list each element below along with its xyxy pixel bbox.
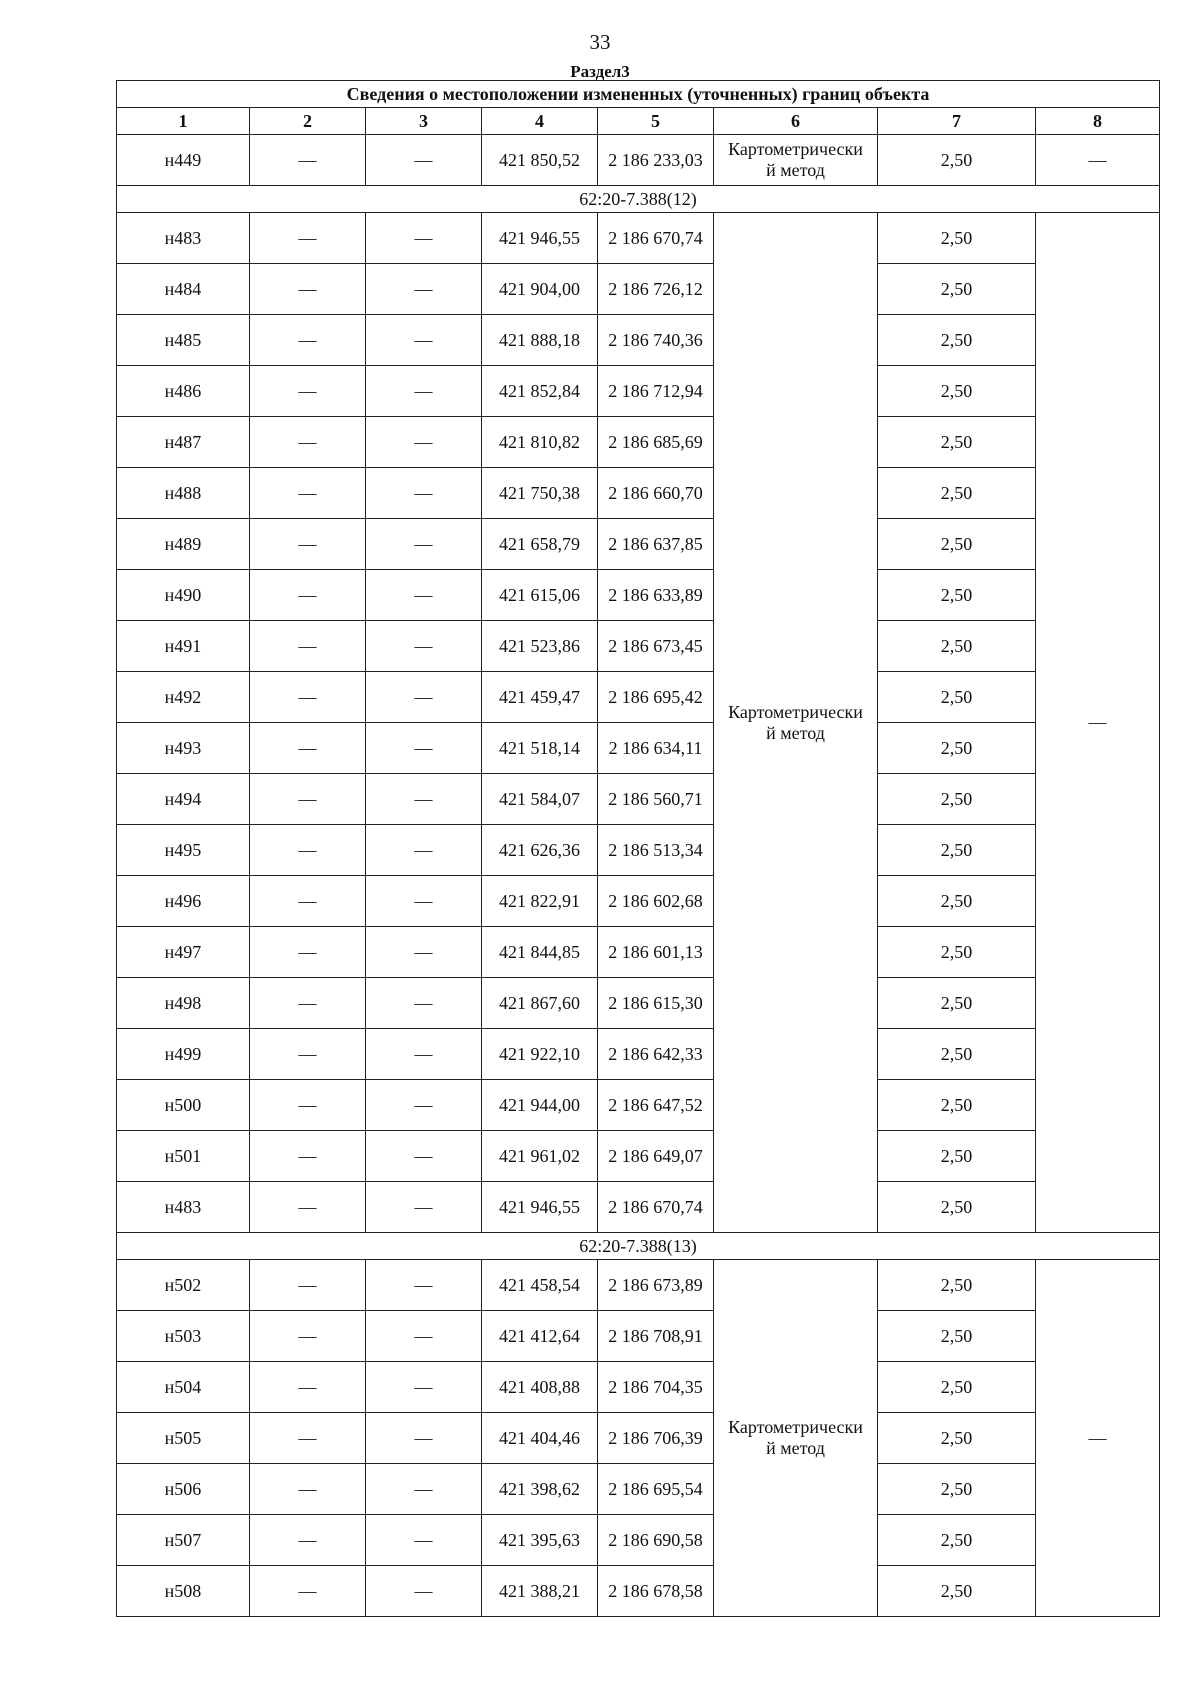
point-name: н490	[117, 570, 250, 621]
accuracy-value: 2,50	[878, 1464, 1036, 1515]
x-coordinate: 421 888,18	[482, 315, 598, 366]
point-name: н499	[117, 1029, 250, 1080]
dash-cell: —	[366, 927, 482, 978]
accuracy-value: 2,50	[878, 774, 1036, 825]
table-row	[117, 1464, 1160, 1515]
dash-cell: —	[250, 672, 366, 723]
table-row	[117, 1029, 1160, 1080]
column-header: 7	[878, 108, 1036, 135]
dash-cell: —	[250, 1515, 366, 1566]
y-coordinate: 2 186 602,68	[598, 876, 714, 927]
dash-cell: —	[250, 978, 366, 1029]
dash-cell: —	[250, 1566, 366, 1617]
table-title: Сведения о местоположении измененных (уточненных) границ объекта	[117, 81, 1160, 108]
accuracy-value: 2,50	[878, 1515, 1036, 1566]
dash-cell: —	[250, 366, 366, 417]
table-row	[117, 621, 1160, 672]
y-coordinate: 2 186 634,11	[598, 723, 714, 774]
point-name: н483	[117, 1182, 250, 1233]
accuracy-value: 2,50	[878, 1311, 1036, 1362]
point-name: н501	[117, 1131, 250, 1182]
x-coordinate: 421 852,84	[482, 366, 598, 417]
table-row	[117, 825, 1160, 876]
x-coordinate: 421 404,46	[482, 1413, 598, 1464]
table-row	[117, 876, 1160, 927]
x-coordinate: 421 822,91	[482, 876, 598, 927]
column-header: 3	[366, 108, 482, 135]
table-row	[117, 468, 1160, 519]
dash-cell: —	[366, 621, 482, 672]
dash-cell: —	[366, 366, 482, 417]
y-coordinate: 2 186 740,36	[598, 315, 714, 366]
table-row	[117, 570, 1160, 621]
dash-cell: —	[250, 417, 366, 468]
x-coordinate: 421 459,47	[482, 672, 598, 723]
dash-cell: —	[366, 825, 482, 876]
point-name: н494	[117, 774, 250, 825]
method-line: Картометрически	[728, 701, 863, 722]
point-name: н498	[117, 978, 250, 1029]
point-name: н497	[117, 927, 250, 978]
point-name: н503	[117, 1311, 250, 1362]
y-coordinate: 2 186 708,91	[598, 1311, 714, 1362]
y-coordinate: 2 186 678,58	[598, 1566, 714, 1617]
table-row	[117, 1080, 1160, 1131]
table-row	[117, 135, 1160, 186]
dash-cell: —	[250, 1362, 366, 1413]
dash-cell: —	[250, 774, 366, 825]
dash-cell: —	[366, 774, 482, 825]
dash-cell: —	[250, 1029, 366, 1080]
accuracy-value: 2,50	[878, 264, 1036, 315]
table-row	[117, 417, 1160, 468]
table-row	[117, 723, 1160, 774]
table-row	[117, 1131, 1160, 1182]
column-header: 1	[117, 108, 250, 135]
accuracy-value: 2,50	[878, 315, 1036, 366]
y-coordinate: 2 186 706,39	[598, 1413, 714, 1464]
accuracy-value: 2,50	[878, 1362, 1036, 1413]
point-name: н502	[117, 1260, 250, 1311]
x-coordinate: 421 523,86	[482, 621, 598, 672]
point-name: н495	[117, 825, 250, 876]
column-header: 8	[1036, 108, 1160, 135]
table-title-row	[117, 81, 1160, 108]
dash-cell: —	[366, 1260, 482, 1311]
dash-cell: —	[250, 519, 366, 570]
dash-cell: —	[250, 927, 366, 978]
accuracy-value: 2,50	[878, 672, 1036, 723]
x-coordinate: 421 584,07	[482, 774, 598, 825]
table-row	[117, 1515, 1160, 1566]
method-line: й метод	[766, 1438, 825, 1458]
dash-cell: —	[1036, 1260, 1160, 1617]
x-coordinate: 421 750,38	[482, 468, 598, 519]
dash-cell: —	[366, 1080, 482, 1131]
y-coordinate: 2 186 601,13	[598, 927, 714, 978]
point-name: н486	[117, 366, 250, 417]
accuracy-value: 2,50	[878, 519, 1036, 570]
x-coordinate: 421 398,62	[482, 1464, 598, 1515]
point-name: н488	[117, 468, 250, 519]
method-cell	[714, 213, 878, 1233]
table-row	[117, 264, 1160, 315]
x-coordinate: 421 626,36	[482, 825, 598, 876]
x-coordinate: 421 844,85	[482, 927, 598, 978]
point-name: н496	[117, 876, 250, 927]
accuracy-value: 2,50	[878, 621, 1036, 672]
dash-cell: —	[250, 213, 366, 264]
dash-cell: —	[366, 876, 482, 927]
x-coordinate: 421 458,54	[482, 1260, 598, 1311]
point-name: н500	[117, 1080, 250, 1131]
dash-cell: —	[250, 1311, 366, 1362]
accuracy-value: 2,50	[878, 1413, 1036, 1464]
point-name: н508	[117, 1566, 250, 1617]
x-coordinate: 421 946,55	[482, 213, 598, 264]
table-row	[117, 213, 1160, 264]
dash-cell: —	[250, 1080, 366, 1131]
table-row	[117, 774, 1160, 825]
dash-cell: —	[366, 1182, 482, 1233]
dash-cell: —	[366, 1413, 482, 1464]
x-coordinate: 421 388,21	[482, 1566, 598, 1617]
accuracy-value: 2,50	[878, 1131, 1036, 1182]
table-row	[117, 978, 1160, 1029]
x-coordinate: 421 395,63	[482, 1515, 598, 1566]
method-line: й метод	[766, 160, 825, 180]
accuracy-value: 2,50	[878, 135, 1036, 186]
group-label: 62:20-7.388(12)	[117, 186, 1160, 213]
table-row	[117, 1182, 1160, 1233]
point-name: н504	[117, 1362, 250, 1413]
group-row	[117, 186, 1160, 213]
accuracy-value: 2,50	[878, 1029, 1036, 1080]
table-row	[117, 1362, 1160, 1413]
accuracy-value: 2,50	[878, 927, 1036, 978]
dash-cell: —	[366, 978, 482, 1029]
table-row	[117, 519, 1160, 570]
point-name: н484	[117, 264, 250, 315]
y-coordinate: 2 186 649,07	[598, 1131, 714, 1182]
dash-cell: —	[366, 213, 482, 264]
y-coordinate: 2 186 637,85	[598, 519, 714, 570]
method-cell	[714, 1260, 878, 1617]
dash-cell: —	[250, 135, 366, 186]
coordinates-table	[116, 80, 1160, 1617]
y-coordinate: 2 186 633,89	[598, 570, 714, 621]
dash-cell: —	[366, 519, 482, 570]
y-coordinate: 2 186 233,03	[598, 135, 714, 186]
y-coordinate: 2 186 647,52	[598, 1080, 714, 1131]
x-coordinate: 421 904,00	[482, 264, 598, 315]
point-name: н493	[117, 723, 250, 774]
page-number: 33	[589, 30, 611, 54]
dash-cell: —	[250, 825, 366, 876]
dash-cell: —	[366, 570, 482, 621]
dash-cell: —	[366, 672, 482, 723]
point-name: н485	[117, 315, 250, 366]
group-label: 62:20-7.388(13)	[117, 1233, 1160, 1260]
table-row	[117, 315, 1160, 366]
x-coordinate: 421 518,14	[482, 723, 598, 774]
column-header: 6	[714, 108, 878, 135]
dash-cell: —	[250, 570, 366, 621]
point-name: н507	[117, 1515, 250, 1566]
dash-cell: —	[366, 1464, 482, 1515]
dash-cell: —	[366, 1311, 482, 1362]
point-name: н487	[117, 417, 250, 468]
dash-cell: —	[366, 417, 482, 468]
point-name: н505	[117, 1413, 250, 1464]
accuracy-value: 2,50	[878, 723, 1036, 774]
section-label: Раздел3	[570, 62, 630, 81]
accuracy-value: 2,50	[878, 570, 1036, 621]
dash-cell: —	[366, 723, 482, 774]
y-coordinate: 2 186 685,69	[598, 417, 714, 468]
dash-cell: —	[366, 1029, 482, 1080]
dash-cell: —	[250, 876, 366, 927]
dash-cell: —	[250, 1182, 366, 1233]
dash-cell: —	[250, 621, 366, 672]
dash-cell: —	[250, 264, 366, 315]
x-coordinate: 421 961,02	[482, 1131, 598, 1182]
table-row	[117, 1260, 1160, 1311]
accuracy-value: 2,50	[878, 876, 1036, 927]
x-coordinate: 421 810,82	[482, 417, 598, 468]
table-row	[117, 927, 1160, 978]
x-coordinate: 421 408,88	[482, 1362, 598, 1413]
y-coordinate: 2 186 670,74	[598, 1182, 714, 1233]
method-line: й метод	[766, 722, 825, 743]
table-row	[117, 1566, 1160, 1617]
table-row	[117, 366, 1160, 417]
y-coordinate: 2 186 726,12	[598, 264, 714, 315]
point-name: н506	[117, 1464, 250, 1515]
accuracy-value: 2,50	[878, 417, 1036, 468]
point-name: н449	[117, 135, 250, 186]
accuracy-value: 2,50	[878, 468, 1036, 519]
dash-cell: —	[250, 723, 366, 774]
method-line: Картометрически	[728, 139, 863, 159]
x-coordinate: 421 867,60	[482, 978, 598, 1029]
dash-cell: —	[366, 1131, 482, 1182]
y-coordinate: 2 186 513,34	[598, 825, 714, 876]
dash-cell: —	[366, 468, 482, 519]
dash-cell: —	[250, 1131, 366, 1182]
dash-cell: —	[366, 264, 482, 315]
accuracy-value: 2,50	[878, 1182, 1036, 1233]
accuracy-value: 2,50	[878, 978, 1036, 1029]
y-coordinate: 2 186 670,74	[598, 213, 714, 264]
accuracy-value: 2,50	[878, 1260, 1036, 1311]
y-coordinate: 2 186 695,42	[598, 672, 714, 723]
dash-cell: —	[366, 1362, 482, 1413]
y-coordinate: 2 186 673,45	[598, 621, 714, 672]
y-coordinate: 2 186 712,94	[598, 366, 714, 417]
method-cell	[714, 135, 878, 186]
x-coordinate: 421 922,10	[482, 1029, 598, 1080]
x-coordinate: 421 412,64	[482, 1311, 598, 1362]
point-name: н483	[117, 213, 250, 264]
x-coordinate: 421 944,00	[482, 1080, 598, 1131]
table-row	[117, 1413, 1160, 1464]
accuracy-value: 2,50	[878, 213, 1036, 264]
dash-cell: —	[250, 1464, 366, 1515]
dash-cell: —	[366, 135, 482, 186]
dash-cell: —	[250, 315, 366, 366]
y-coordinate: 2 186 642,33	[598, 1029, 714, 1080]
y-coordinate: 2 186 690,58	[598, 1515, 714, 1566]
x-coordinate: 421 615,06	[482, 570, 598, 621]
accuracy-value: 2,50	[878, 366, 1036, 417]
dash-cell: —	[250, 468, 366, 519]
accuracy-value: 2,50	[878, 1566, 1036, 1617]
point-name: н492	[117, 672, 250, 723]
accuracy-value: 2,50	[878, 825, 1036, 876]
y-coordinate: 2 186 615,30	[598, 978, 714, 1029]
dash-cell: —	[366, 315, 482, 366]
table-row	[117, 672, 1160, 723]
dash-cell: —	[250, 1260, 366, 1311]
x-coordinate: 421 658,79	[482, 519, 598, 570]
x-coordinate: 421 850,52	[482, 135, 598, 186]
column-header: 2	[250, 108, 366, 135]
dash-cell: —	[250, 1413, 366, 1464]
y-coordinate: 2 186 695,54	[598, 1464, 714, 1515]
y-coordinate: 2 186 560,71	[598, 774, 714, 825]
dash-cell: —	[366, 1566, 482, 1617]
dash-cell: —	[366, 1515, 482, 1566]
point-name: н489	[117, 519, 250, 570]
column-header-row	[117, 108, 1160, 135]
dash-cell: —	[1036, 135, 1160, 186]
y-coordinate: 2 186 704,35	[598, 1362, 714, 1413]
dash-cell: —	[1036, 213, 1160, 1233]
point-name: н491	[117, 621, 250, 672]
method-line: Картометрически	[728, 1417, 863, 1437]
table-row	[117, 1311, 1160, 1362]
accuracy-value: 2,50	[878, 1080, 1036, 1131]
column-header: 4	[482, 108, 598, 135]
column-header: 5	[598, 108, 714, 135]
y-coordinate: 2 186 673,89	[598, 1260, 714, 1311]
y-coordinate: 2 186 660,70	[598, 468, 714, 519]
group-row	[117, 1233, 1160, 1260]
x-coordinate: 421 946,55	[482, 1182, 598, 1233]
